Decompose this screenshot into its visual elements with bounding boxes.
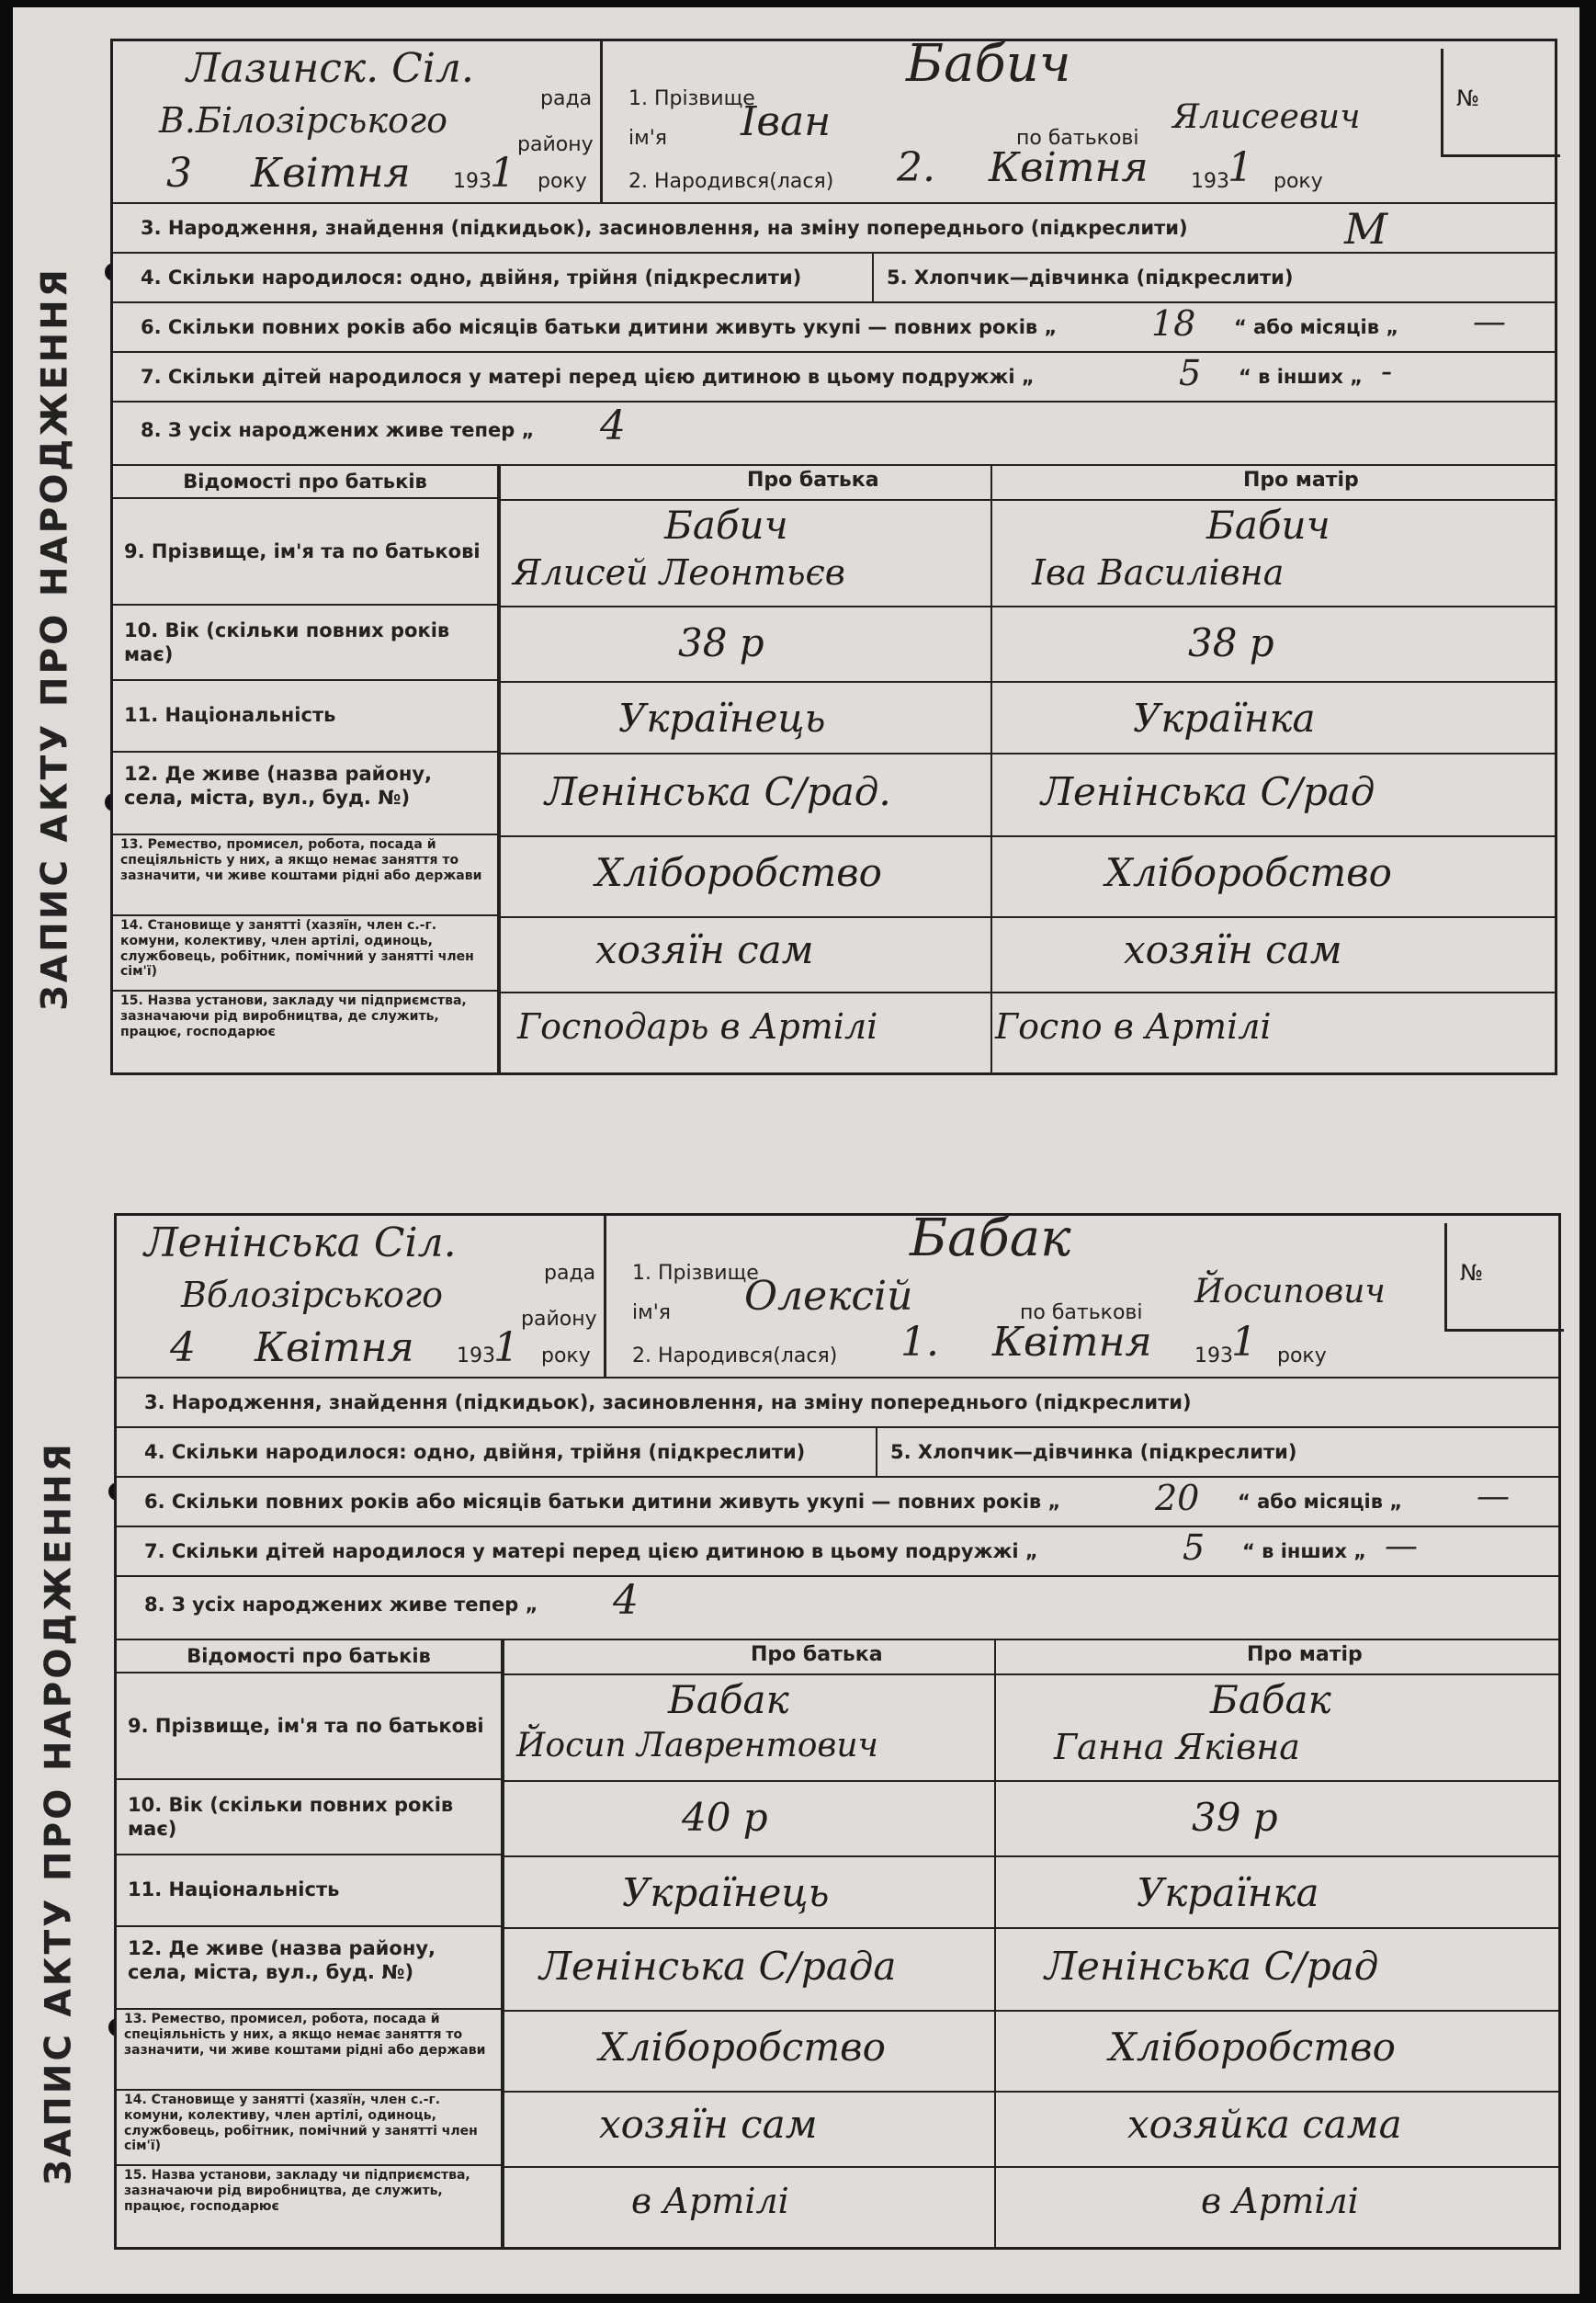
child-surname: Бабич xyxy=(906,34,1071,94)
row-8-living-now: 8. З усіх народжених живе тепер „ 4 xyxy=(113,401,1555,466)
record-side-title: ЗАПИС АКТУ ПРО НАРОДЖЕННЯ xyxy=(34,267,76,1011)
children-other: — xyxy=(1385,1527,1418,1565)
rada-name: Ленінська Сіл. xyxy=(144,1220,457,1266)
birth-year-suffix: 1 xyxy=(1228,144,1253,191)
row-6-years-together: 6. Скільки повних років або місяців батьки дитини живуть укупі — повних років „ 18 “ або місяців „ — xyxy=(113,301,1555,353)
birth-month: Квітня xyxy=(992,1319,1152,1366)
mother-surname: Бабак xyxy=(1210,1677,1331,1722)
birth-month: Квітня xyxy=(989,144,1149,191)
living-now: 4 xyxy=(613,1577,639,1624)
mother-workplace: в Артілі xyxy=(1201,2181,1359,2221)
father-age: 38 р xyxy=(678,620,764,665)
mother-residence: Ленінська С/рад xyxy=(1045,1944,1379,1989)
row-6-years-together: 6. Скільки повних років або місяців батьки дитини живуть укупі — повних років „ 20 “ або місяців „ — xyxy=(117,1476,1558,1527)
father-occupation: Хліборобство xyxy=(599,2025,886,2070)
father-workplace: в Артілі xyxy=(631,2181,789,2221)
child-patronymic: Ялисеевич xyxy=(1172,98,1361,136)
children-before: 5 xyxy=(1183,1527,1205,1568)
row-4-5-multiplicity-sex: 4. Скільки народилося: одно, двійня, трійня (підкреслити) 5. Хлопчик—дівчинка (підкреслити) xyxy=(113,252,1555,303)
mother-occupation: Хліборобство xyxy=(1105,850,1392,895)
mother-occupation: Хліборобство xyxy=(1109,2025,1396,2070)
months-together: — xyxy=(1473,303,1506,341)
child-name: Олексій xyxy=(744,1273,913,1320)
parents-table-header: Відомості про батьків xyxy=(113,466,499,499)
rada-name: Лазинск. Сіл. xyxy=(187,45,474,92)
mother-column-header: Про матір xyxy=(1243,469,1359,492)
father-occupation: Хліборобство xyxy=(595,850,882,895)
row-3-birth-type: 3. Народження, знайдення (підкидьок), засиновлення, на зміну попереднього (підкреслити) М xyxy=(113,202,1555,254)
mother-age: 38 р xyxy=(1188,620,1274,665)
children-before: 5 xyxy=(1179,353,1202,393)
father-nationality: Українець xyxy=(622,1870,830,1915)
child-identity: 1. Прізвище Бабак ім'я Олексій по батькові Йосипович 2. Народився(лася) 1. Квітня 193 1 року xyxy=(632,1208,1386,1367)
row-7-children-before: 7. Скільки дітей народилося у матері перед цією дитиною в цьому подружжі „ 5 “ в інших „ — xyxy=(117,1526,1558,1577)
row-3-birth-type: 3. Народження, знайдення (підкидьок), засиновлення, на зміну попереднього (підкреслити) xyxy=(117,1377,1558,1428)
registration-day: 4 xyxy=(170,1324,196,1371)
registration-year-suffix: 1 xyxy=(493,1324,519,1371)
months-together: — xyxy=(1477,1478,1510,1515)
father-status: хозяїн сам xyxy=(595,927,814,972)
record-number-box: № xyxy=(1441,49,1560,157)
child-name: Іван xyxy=(741,98,832,145)
parents-table-header: Відомості про батьків xyxy=(117,1640,503,1673)
registration-month: Квітня xyxy=(251,150,411,197)
rayon-name: Вблозірського xyxy=(181,1275,444,1315)
father-residence: Ленінська С/рада xyxy=(539,1944,897,1989)
father-surname: Бабак xyxy=(668,1677,789,1722)
registration-day: 3 xyxy=(166,150,192,197)
row-7-children-before: 7. Скільки дітей народилося у матері перед цією дитиною в цьому подружжі „ 5 “ в інших „ - xyxy=(113,351,1555,403)
mother-workplace: Госпо в Артілі xyxy=(995,1006,1272,1047)
child-patronymic: Йосипович xyxy=(1194,1273,1386,1310)
rayon-name: В.Білозірського xyxy=(159,100,447,141)
birth-day: 1. xyxy=(900,1319,939,1366)
father-nationality: Українець xyxy=(618,696,826,741)
birth-record-1 xyxy=(34,34,1557,1075)
parents-table: Відомості про батьків Про батька Про матір 9. Прізвище, ім'я та по батькові Бабич Ялисей Леонтьєв Бабич Іва Василівна 10. Вік (скільки повних років має) 38 р 38 р 11. Національність Українець Українка 12. Де живе (назва району, села, міста, вул., буд. №) Ленінська С/рад. Ленінська С/рад 13. Ремество, промисел, робота, посада й спеціяльність у них, а якщо немає заняття то зазначити, чи живе коштами рідні або держави Хліборобство Хліборобство 14. Становище у занятті (хазяїн, член с.-г. комуни, колективу, член артілі, одиноць, службовець, робітник, помічний у занятті член сім'ї) хозяїн сам хозяїн сам 15. Назва установи, закладу чи підприємства, зазначаючи рід виробництва, де служить, працює, господарює Господарь в Артілі Госпо в Артілі xyxy=(113,464,1555,1074)
mother-name: Ганна Яківна xyxy=(1054,1727,1300,1767)
mother-residence: Ленінська С/рад xyxy=(1041,769,1375,814)
father-column-header: Про батька xyxy=(751,1643,883,1666)
mother-surname: Бабич xyxy=(1206,503,1330,548)
birth-day: 2. xyxy=(897,144,935,191)
father-name: Йосип Лаврентович xyxy=(516,1727,878,1764)
mother-age: 39 р xyxy=(1192,1795,1278,1840)
mother-status: хозяйка сама xyxy=(1127,2102,1402,2147)
father-status: хозяїн сам xyxy=(599,2102,818,2147)
registration-year-suffix: 1 xyxy=(490,150,515,197)
mother-name: Іва Василівна xyxy=(1032,552,1285,593)
child-identity: 1. Прізвище Бабич ім'я Іван по батькові Ялисеевич 2. Народився(лася) 2. Квітня 193 1 року xyxy=(628,34,1361,193)
birth-record-2 xyxy=(38,1208,1561,2250)
father-surname: Бабич xyxy=(664,503,788,548)
child-surname: Бабак xyxy=(910,1208,1071,1268)
mother-nationality: Українка xyxy=(1137,1870,1319,1915)
mother-status: хозяїн сам xyxy=(1124,927,1342,972)
row-8-living-now: 8. З усіх народжених живе тепер „ 4 xyxy=(117,1575,1558,1640)
mother-nationality: Українка xyxy=(1133,696,1316,741)
registration-office: Лазинск. Сіл. рада В.Білозірського району 3 Квітня 193 1 року xyxy=(113,41,603,202)
record-side-title: ЗАПИС АКТУ ПРО НАРОДЖЕННЯ xyxy=(38,1441,80,2185)
registration-month: Квітня xyxy=(255,1324,414,1371)
birth-year-suffix: 1 xyxy=(1231,1319,1257,1366)
record-number-box: № xyxy=(1444,1223,1564,1332)
children-other: - xyxy=(1381,353,1393,391)
row-4-5-multiplicity-sex: 4. Скільки народилося: одно, двійня, трійня (підкреслити) 5. Хлопчик—дівчинка (підкреслити) xyxy=(117,1426,1558,1478)
years-together: 18 xyxy=(1151,303,1196,344)
father-name: Ялисей Леонтьєв xyxy=(513,552,845,593)
father-age: 40 р xyxy=(682,1795,768,1840)
father-column-header: Про батька xyxy=(747,469,879,492)
registration-office: Ленінська Сіл. рада Вблозірського району 4 Квітня 193 1 року xyxy=(117,1216,606,1377)
check-mark: М xyxy=(1344,204,1388,254)
mother-column-header: Про матір xyxy=(1247,1643,1363,1666)
living-now: 4 xyxy=(600,403,626,449)
father-residence: Ленінська С/рад. xyxy=(545,769,891,814)
parents-table: Відомості про батьків Про батька Про матір 9. Прізвище, ім'я та по батькові Бабак Йосип Лаврентович Бабак Ганна Яківна 10. Вік (скільки повних років має) 40 р 39 р 11. Національність Українець Українка 12. Де живе (назва району, села, міста, вул., буд. №) Ленінська С/рада Ленінська С/рад 13. Ремество, промисел, робота, посада й спеціяльність у них, а якщо немає заняття то зазначити, чи живе коштами рідні або держави Хліборобство Хліборобство 14. Становище у занятті (хазяїн, член с.-г. комуни, колективу, член артілі, одиноць, службовець, робітник, помічний у занятті член сім'ї) хозяїн сам хозяйка сама 15. Назва установи, закладу чи підприємства, зазначаючи рід виробництва, де служить, працює, господарює в Артілі в Артілі xyxy=(117,1639,1558,2249)
father-workplace: Господарь в Артілі xyxy=(517,1006,878,1047)
years-together: 20 xyxy=(1155,1478,1200,1518)
